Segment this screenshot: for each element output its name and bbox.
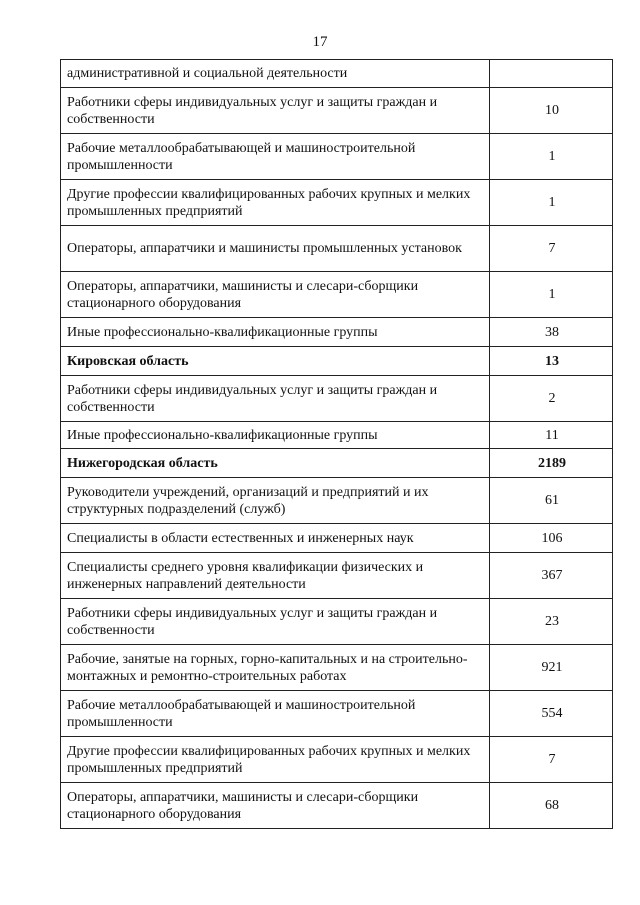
row-label: Иные профессионально-квалификационные группы [61, 422, 490, 449]
row-value: 23 [490, 599, 613, 645]
row-value: 921 [490, 645, 613, 691]
row-value: 61 [490, 478, 613, 524]
row-label: Операторы, аппаратчики и машинисты промышленных установок [61, 226, 490, 272]
region-total: 2189 [490, 449, 613, 478]
row-value: 554 [490, 691, 613, 737]
row-label: Иные профессионально-квалификационные группы [61, 318, 490, 347]
row-value [490, 60, 613, 88]
table-row [61, 691, 613, 737]
region-total: 13 [490, 347, 613, 376]
row-value: 1 [490, 272, 613, 318]
table-row [61, 134, 613, 180]
row-label: Рабочие, занятые на горных, горно-капитальных и на строительно-монтажных и ремонтно-строительных работах [61, 645, 490, 691]
row-label: Специалисты среднего уровня квалификации физических и инженерных направлений деятельности [61, 553, 490, 599]
region-label: Нижегородская область [61, 449, 490, 478]
table-row [61, 524, 613, 553]
table-row [61, 478, 613, 524]
row-label: Руководители учреждений, организаций и предприятий и их структурных подразделений (служб) [61, 478, 490, 524]
row-label: Рабочие металлообрабатывающей и машиностроительной промышленности [61, 134, 490, 180]
table-row [61, 88, 613, 134]
region-row [61, 347, 613, 376]
table-row [61, 180, 613, 226]
table-row [61, 553, 613, 599]
table-row [61, 599, 613, 645]
data-table [60, 59, 613, 829]
row-value: 10 [490, 88, 613, 134]
row-label: Рабочие металлообрабатывающей и машиностроительной промышленности [61, 691, 490, 737]
row-label: Работники сферы индивидуальных услуг и защиты граждан и собственности [61, 599, 490, 645]
table-row [61, 318, 613, 347]
page-number: 17 [312, 34, 328, 50]
row-value: 106 [490, 524, 613, 553]
row-value: 7 [490, 737, 613, 783]
region-row [61, 449, 613, 478]
table-row [61, 645, 613, 691]
table-row [61, 226, 613, 272]
row-label: Работники сферы индивидуальных услуг и защиты граждан и собственности [61, 376, 490, 422]
table-row [61, 737, 613, 783]
row-value: 2 [490, 376, 613, 422]
row-value: 38 [490, 318, 613, 347]
table-row [61, 783, 613, 829]
row-label: Операторы, аппаратчики, машинисты и слесари-сборщики стационарного оборудования [61, 783, 490, 829]
row-value: 11 [490, 422, 613, 449]
row-label: административной и социальной деятельности [61, 60, 490, 88]
row-value: 367 [490, 553, 613, 599]
table-row [61, 376, 613, 422]
row-value: 1 [490, 180, 613, 226]
row-value: 7 [490, 226, 613, 272]
row-value: 1 [490, 134, 613, 180]
table-row [61, 272, 613, 318]
row-label: Другие профессии квалифицированных рабочих крупных и мелких промышленных предприятий [61, 737, 490, 783]
row-label: Работники сферы индивидуальных услуг и защиты граждан и собственности [61, 88, 490, 134]
row-label: Специалисты в области естественных и инженерных наук [61, 524, 490, 553]
table-row [61, 422, 613, 449]
row-value: 68 [490, 783, 613, 829]
row-label: Другие профессии квалифицированных рабочих крупных и мелких промышленных предприятий [61, 180, 490, 226]
table-row [61, 60, 613, 88]
region-label: Кировская область [61, 347, 490, 376]
row-label: Операторы, аппаратчики, машинисты и слесари-сборщики стационарного оборудования [61, 272, 490, 318]
